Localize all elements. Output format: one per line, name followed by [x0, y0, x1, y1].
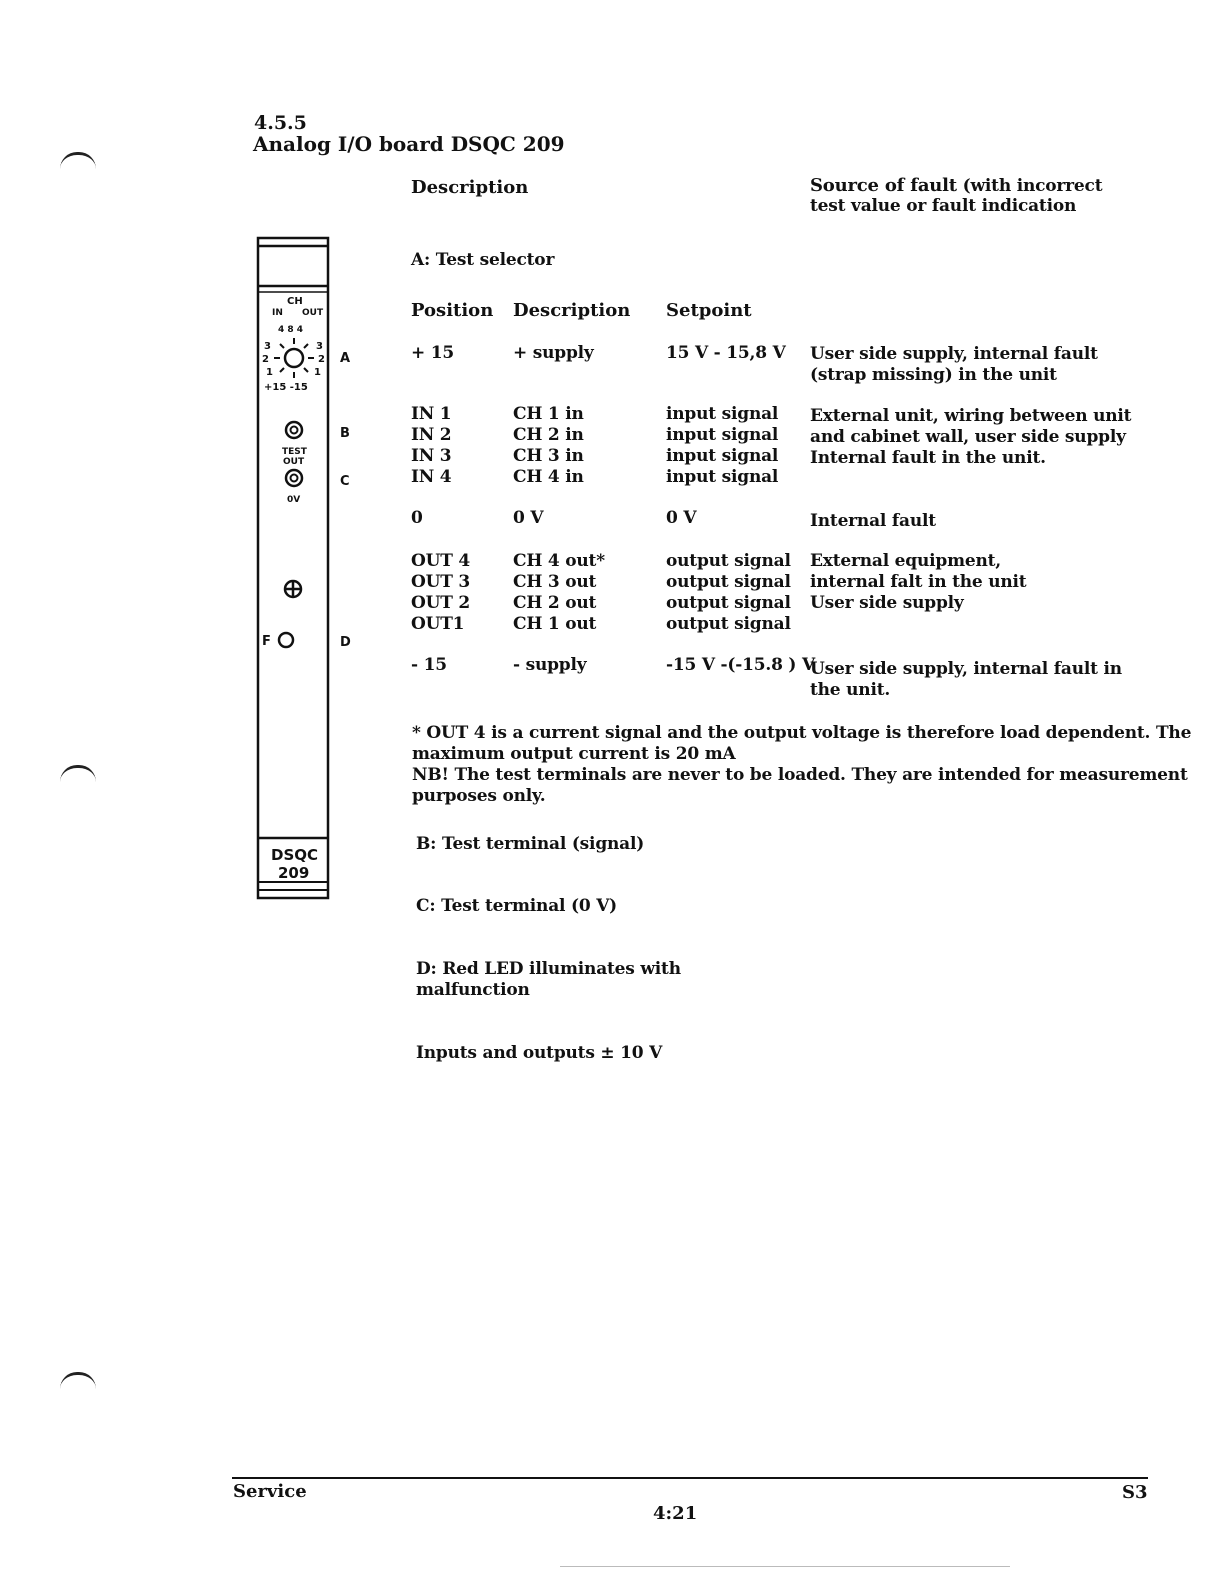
position-cell: IN 1 IN 2 IN 3 IN 4: [411, 404, 452, 487]
setpoint-cell: 15 V - 15,8 V: [666, 343, 786, 363]
source-of-fault-rest: (with incorrect: [962, 176, 1103, 196]
panel-test-label: TEST: [282, 447, 307, 457]
footer-rule: [232, 1477, 1148, 1479]
setpoint-cell: input signal input signal input signal input signal: [666, 404, 779, 487]
test-selector-label: A: Test selector: [411, 250, 555, 270]
description-cell: CH 4 out* CH 3 out CH 2 out CH 1 out: [513, 551, 605, 634]
position-cell: + 15: [411, 343, 455, 363]
panel-dial-top: 4 8 4: [278, 325, 304, 335]
fault-cell: Internal fault: [810, 511, 936, 531]
binding-mark: [60, 1372, 96, 1389]
test-terminal-0v-icon: [286, 470, 302, 486]
description-cell: CH 1 in CH 2 in CH 3 in CH 4 in: [513, 404, 584, 487]
panel-dial-1-right: 1: [314, 367, 321, 378]
fault-cell: External unit, wiring between unit and cabinet wall, user side supply Internal fault in the unit.: [810, 406, 1132, 468]
setpoint-cell: output signal output signal output signal output signal: [666, 551, 791, 634]
item-b-description: B: Test terminal (signal): [416, 834, 645, 854]
section-number: 4.5.5: [254, 112, 307, 134]
setpoint-column-header: Setpoint: [666, 300, 752, 321]
description-cell: + supply: [513, 343, 594, 363]
panel-0v-label: 0V: [287, 495, 301, 505]
note-line: NB! The test terminals are never to be loaded. They are intended for measurement: [412, 765, 1188, 785]
note-line: purposes only.: [412, 786, 546, 806]
binding-mark: [60, 152, 96, 169]
panel-f-label: F: [262, 634, 271, 649]
fault-cell: User side supply, internal fault (strap missing) in the unit: [810, 344, 1098, 385]
board-front-panel: [250, 232, 360, 904]
callout-c: C: [340, 474, 350, 489]
item-d-description: D: Red LED illuminates with malfunction: [416, 959, 681, 1000]
callout-d: D: [340, 635, 351, 650]
source-of-fault-header: [810, 175, 1102, 197]
panel-dial-3-left: 3: [264, 341, 271, 352]
panel-dial-2-right: 2: [318, 354, 325, 365]
binding-mark: [60, 765, 96, 782]
item-c-description: C: Test terminal (0 V): [416, 896, 618, 916]
description-header: Description: [411, 177, 529, 198]
page-number: 4:21: [653, 1503, 698, 1524]
setpoint-cell: -15 V -(-15.8 ) V: [666, 655, 815, 675]
panel-ch-label: CH: [287, 296, 303, 307]
footer-left: Service: [233, 1481, 307, 1502]
notes-block: [412, 723, 1191, 807]
description-cell: 0 V: [513, 508, 544, 528]
fault-cell: User side supply, internal fault in the unit.: [810, 659, 1122, 700]
description-cell: - supply: [513, 655, 587, 675]
position-column-header: Position: [411, 300, 494, 321]
callout-a: A: [340, 351, 351, 366]
panel-dial-2-left: 2: [262, 354, 269, 365]
position-cell: OUT 4 OUT 3 OUT 2 OUT1: [411, 551, 471, 634]
callout-b: B: [340, 426, 350, 441]
position-cell: 0: [411, 508, 423, 528]
mounting-screw-icon: [285, 581, 301, 597]
source-of-fault-header-line2: test value or fault indication: [810, 196, 1077, 216]
panel-outline: [258, 238, 328, 898]
panel-supply-label: +15 -15: [264, 382, 308, 393]
fault-cell: External equipment, internal falt in the unit User side supply: [810, 551, 1027, 613]
source-of-fault-bold: Source of fault: [810, 175, 957, 196]
panel-in-label: IN: [272, 308, 283, 318]
panel-model-label: DSQC: [271, 846, 319, 864]
panel-dial-3-right: 3: [316, 341, 323, 352]
position-cell: - 15: [411, 655, 447, 675]
page-title: Analog I/O board DSQC 209: [253, 132, 565, 156]
setpoint-cell: 0 V: [666, 508, 697, 528]
panel-dial-1-left: 1: [266, 367, 273, 378]
scan-edge-line: [560, 1566, 1010, 1567]
io-range-note: Inputs and outputs ± 10 V: [416, 1043, 663, 1063]
note-line: * OUT 4 is a current signal and the output voltage is therefore load dependent. The: [412, 723, 1192, 743]
panel-test-out-label: OUT: [283, 457, 305, 467]
selector-dial-icon: [274, 338, 314, 378]
panel-model-number: 209: [278, 864, 310, 882]
test-terminal-signal-icon: [286, 422, 302, 438]
panel-out-label: OUT: [302, 308, 324, 318]
description-column-header: Description: [513, 300, 631, 321]
footer-right: S3: [1122, 1482, 1148, 1503]
fault-led-icon: [279, 633, 293, 647]
note-line: maximum output current is 20 mA: [412, 744, 736, 764]
